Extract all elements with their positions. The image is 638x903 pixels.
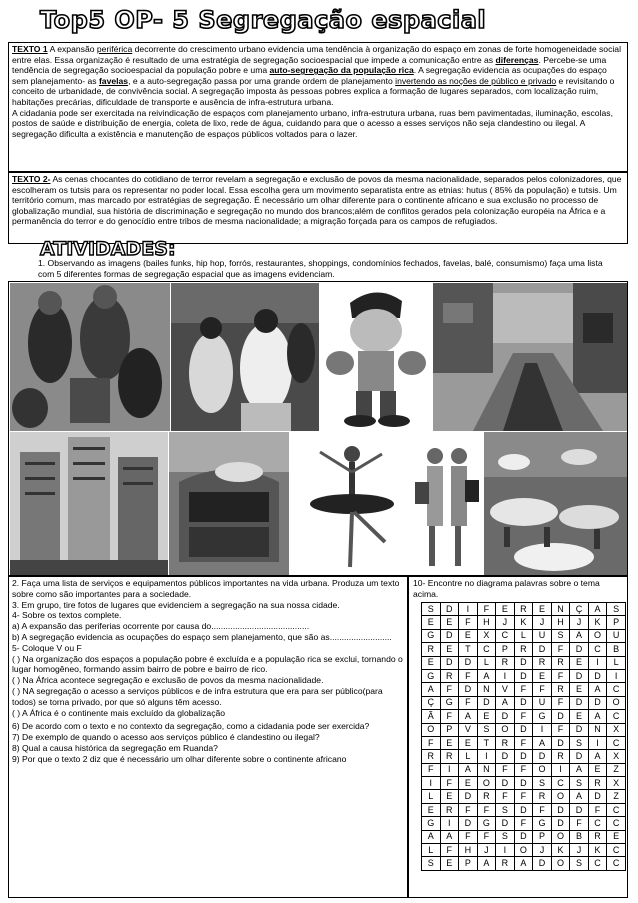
- grid-cell: F: [459, 669, 478, 682]
- question-5: 5- Coloque V ou F: [12, 642, 82, 653]
- shopping-bags-image: [411, 432, 483, 575]
- grid-row: [422, 830, 626, 843]
- grid-cell: P: [459, 857, 478, 870]
- grid-cell: R: [551, 683, 570, 696]
- grid-cell: E: [570, 656, 589, 669]
- grid-cell: E: [496, 603, 515, 616]
- grid-cell: L: [514, 629, 533, 642]
- question-5-item-2: ( ) Na África acontece segregação e exclusão de povos da mesma nacionalidade.: [12, 675, 324, 686]
- grid-cell: F: [514, 710, 533, 723]
- grid-cell: P: [440, 723, 459, 736]
- grid-cell: B: [570, 830, 589, 843]
- grid-cell: D: [551, 710, 570, 723]
- grid-cell: A: [533, 736, 552, 749]
- grid-cell: U: [533, 629, 552, 642]
- grid-cell: E: [477, 710, 496, 723]
- grid-cell: D: [588, 669, 607, 682]
- grid-cell: I: [440, 817, 459, 830]
- grid-cell: D: [514, 750, 533, 763]
- grid-cell: A: [570, 629, 589, 642]
- grid-cell: F: [459, 830, 478, 843]
- grid-cell: A: [570, 763, 589, 776]
- grid-cell: K: [588, 616, 607, 629]
- grid-cell: H: [459, 844, 478, 857]
- grid-row: [422, 777, 626, 790]
- page-title: Top5 OP- 5 Segregação espacial: [40, 6, 487, 34]
- grid-cell: F: [551, 643, 570, 656]
- grid-cell: S: [570, 777, 589, 790]
- grid-cell: D: [570, 803, 589, 816]
- grid-cell: A: [477, 669, 496, 682]
- grid-cell: O: [422, 723, 441, 736]
- grid-cell: G: [422, 669, 441, 682]
- grid-cell: J: [496, 616, 515, 629]
- grid-cell: A: [422, 830, 441, 843]
- grid-cell: Ç: [422, 696, 441, 709]
- grid-cell: X: [607, 750, 626, 763]
- grid-cell: R: [440, 669, 459, 682]
- grid-row: [422, 656, 626, 669]
- grid-row: [422, 763, 626, 776]
- grid-cell: D: [551, 803, 570, 816]
- grid-cell: D: [514, 830, 533, 843]
- grid-cell: E: [459, 629, 478, 642]
- grid-row: [422, 616, 626, 629]
- grid-cell: D: [514, 669, 533, 682]
- atividades-heading: ATIVIDADES:: [40, 238, 176, 260]
- grid-cell: D: [514, 656, 533, 669]
- grid-cell: B: [607, 643, 626, 656]
- grid-cell: P: [607, 616, 626, 629]
- grid-cell: A: [496, 696, 515, 709]
- grid-cell: C: [607, 803, 626, 816]
- grid-cell: I: [496, 844, 515, 857]
- question-3: 3. Em grupo, tire fotos de lugares que evidenciem a segregação na sua nossa cidade.: [12, 599, 340, 610]
- grid-cell: D: [440, 629, 459, 642]
- shopping-mall-image: [169, 432, 289, 575]
- grid-cell: D: [588, 790, 607, 803]
- grid-cell: D: [459, 656, 478, 669]
- grid-cell: F: [533, 683, 552, 696]
- question-4b: b) A segregação evidencia as ocupações do espaço sem planejamento, que são as..........................: [12, 631, 392, 642]
- grid-cell: E: [459, 736, 478, 749]
- grid-cell: D: [533, 643, 552, 656]
- grid-cell: S: [477, 723, 496, 736]
- word-search-grid: [421, 602, 626, 871]
- grid-cell: H: [477, 616, 496, 629]
- grid-cell: K: [514, 616, 533, 629]
- grid-cell: F: [459, 803, 478, 816]
- grid-cell: D: [459, 790, 478, 803]
- question-8: 8) Qual a causa histórica da segregação em Ruanda?: [12, 742, 218, 753]
- grid-cell: D: [514, 777, 533, 790]
- grid-cell: I: [477, 750, 496, 763]
- grid-cell: D: [496, 817, 515, 830]
- grid-cell: D: [551, 736, 570, 749]
- texto-2-label: TEXTO 2-: [12, 174, 51, 184]
- forro-dance-image: [10, 283, 170, 431]
- grid-cell: D: [588, 696, 607, 709]
- grid-cell: J: [570, 616, 589, 629]
- grid-row: [422, 629, 626, 642]
- texto-2: [8, 172, 628, 244]
- grid-cell: V: [459, 723, 478, 736]
- grid-row: [422, 683, 626, 696]
- question-2: 2. Faça uma lista de serviços e equipamentos públicos importantes na vida urbana. Produza um texto sobre como são importantes para a sociedade.: [12, 578, 400, 599]
- texto-1-keyword: favelas: [98, 75, 129, 86]
- grid-cell: S: [533, 777, 552, 790]
- question-6: 6) De acordo com o texto e no contexto da segregação, como a cidadania pode ser exercida?: [12, 721, 370, 732]
- question-4: 4- Sobre os textos complete.: [12, 610, 122, 621]
- grid-row: [422, 790, 626, 803]
- grid-cell: C: [607, 857, 626, 870]
- grid-cell: R: [551, 656, 570, 669]
- grid-cell: K: [551, 844, 570, 857]
- grid-row: [422, 643, 626, 656]
- grid-cell: D: [533, 857, 552, 870]
- grid-cell: G: [440, 696, 459, 709]
- grid-cell: S: [496, 830, 515, 843]
- grid-row: [422, 696, 626, 709]
- grid-cell: C: [607, 683, 626, 696]
- grid-cell: F: [477, 603, 496, 616]
- grid-cell: I: [496, 669, 515, 682]
- grid-cell: F: [551, 723, 570, 736]
- texto-1-part: A cidadania pode ser exercitada na reivindicação de espaços com planejamento urbano, infra-estrutura urbana, ruas bem pavimentadas, iluminação, escolas, postos de saúde e distribuição de energia, coleta de lixo, rede de água, cuidando para que o acesso a esses serviços não seja clandestino ou ilegal. A segregação dificulta a existência e manutenção de espaços públicos voltados para o lazer.: [12, 107, 613, 139]
- grid-cell: R: [533, 790, 552, 803]
- grid-cell: C: [588, 643, 607, 656]
- grid-cell: Z: [607, 790, 626, 803]
- word-search-panel: [408, 576, 628, 898]
- grid-cell: L: [459, 750, 478, 763]
- grid-cell: N: [477, 763, 496, 776]
- grid-cell: C: [607, 817, 626, 830]
- grid-cell: S: [570, 857, 589, 870]
- grid-cell: Z: [607, 763, 626, 776]
- grid-cell: E: [422, 803, 441, 816]
- grid-cell: F: [551, 696, 570, 709]
- grid-cell: F: [496, 763, 515, 776]
- grid-cell: D: [459, 817, 478, 830]
- grid-cell: D: [570, 669, 589, 682]
- grid-cell: E: [570, 710, 589, 723]
- grid-cell: R: [588, 830, 607, 843]
- condominium-image: [10, 432, 168, 575]
- grid-row: [422, 723, 626, 736]
- grid-cell: F: [422, 736, 441, 749]
- grid-cell: D: [496, 777, 515, 790]
- grid-cell: E: [440, 857, 459, 870]
- grid-cell: F: [477, 830, 496, 843]
- texto-1-part: . Percebe-se uma tendência de segregação socioespacial da população pobre e uma: [12, 54, 607, 76]
- grid-cell: S: [422, 857, 441, 870]
- texto-1-keyword: periférica: [96, 44, 133, 54]
- grid-cell: D: [496, 750, 515, 763]
- grid-cell: G: [422, 817, 441, 830]
- texto-1-keyword: diferenças: [495, 54, 539, 65]
- grid-cell: U: [533, 696, 552, 709]
- grid-cell: A: [514, 857, 533, 870]
- grid-cell: F: [514, 683, 533, 696]
- grid-cell: S: [551, 629, 570, 642]
- grid-cell: X: [477, 629, 496, 642]
- grid-cell: F: [588, 803, 607, 816]
- grid-cell: J: [533, 844, 552, 857]
- grid-cell: F: [459, 616, 478, 629]
- grid-cell: I: [533, 723, 552, 736]
- grid-row: [422, 736, 626, 749]
- grid-cell: D: [533, 750, 552, 763]
- grid-cell: L: [477, 656, 496, 669]
- grid-cell: R: [514, 643, 533, 656]
- grid-cell: C: [496, 629, 515, 642]
- grid-cell: F: [533, 803, 552, 816]
- grid-cell: D: [477, 696, 496, 709]
- grid-cell: O: [533, 763, 552, 776]
- hip-hop-cartoon-image: [320, 283, 432, 431]
- question-4a: a) A expansão das periferias ocorrente por causa do.........................................: [12, 621, 310, 632]
- grid-row: [422, 669, 626, 682]
- grid-cell: A: [588, 603, 607, 616]
- grid-cell: G: [533, 817, 552, 830]
- grid-cell: L: [607, 656, 626, 669]
- grid-cell: S: [496, 803, 515, 816]
- question-7: 7) De exemplo de quando o acesso aos serviços público é clandestino ou ilegal?: [12, 732, 320, 743]
- grid-cell: I: [422, 777, 441, 790]
- grid-cell: E: [422, 616, 441, 629]
- grid-cell: A: [588, 710, 607, 723]
- grid-cell: I: [607, 669, 626, 682]
- grid-cell: S: [570, 736, 589, 749]
- texto-1-part: . A segregação evidencia as ocupações do espaço sem planejamento- as: [12, 65, 607, 86]
- grid-cell: F: [477, 803, 496, 816]
- grid-cell: R: [422, 643, 441, 656]
- grid-cell: A: [459, 710, 478, 723]
- grid-cell: F: [459, 696, 478, 709]
- grid-cell: S: [607, 603, 626, 616]
- favela-image: [433, 283, 627, 431]
- grid-cell: X: [607, 777, 626, 790]
- grid-cell: L: [422, 844, 441, 857]
- grid-cell: A: [477, 857, 496, 870]
- grid-cell: O: [551, 790, 570, 803]
- grid-cell: R: [440, 750, 459, 763]
- grid-cell: R: [496, 656, 515, 669]
- grid-cell: C: [588, 857, 607, 870]
- question-1: 1. Observando as imagens (bailes funks, hip hop, forrós, restaurantes, shoppings, condomínios fechados, favelas, balé, consumismo) faça uma lista com 5 diferentes formas de segregação espacial que as imagens evidenciam.: [38, 258, 603, 279]
- grid-cell: I: [440, 763, 459, 776]
- texto-1-part: decorrente do crescimento urbano evidencia uma tendência à organização do espaço em zonas de forte homogeneidade social entre elas. Essa organização é resultado de uma estratégia de segregação socioespacial que impede a comunicação entre as: [12, 44, 621, 65]
- question-5-item-1: ( ) Na organização dos espaços a população pobre é excluída e a população rica se exclui, tornando o lugar homogêneo, formando assim bairro de pobre e bairro de rico.: [12, 653, 403, 675]
- grid-cell: D: [570, 750, 589, 763]
- grid-cell: D: [496, 710, 515, 723]
- grid-cell: E: [459, 777, 478, 790]
- grid-cell: C: [588, 817, 607, 830]
- grid-cell: F: [514, 736, 533, 749]
- grid-cell: I: [588, 736, 607, 749]
- grid-cell: D: [514, 723, 533, 736]
- restaurant-image: [484, 432, 627, 575]
- grid-cell: Ç: [570, 603, 589, 616]
- grid-cell: I: [588, 656, 607, 669]
- grid-cell: E: [440, 736, 459, 749]
- grid-cell: R: [588, 777, 607, 790]
- grid-cell: E: [533, 603, 552, 616]
- texto-1-label: TEXTO 1: [12, 44, 48, 54]
- texto-1-part: , e a auto-segregação passa por uma grande ordem de planejamento: [128, 75, 396, 86]
- grid-cell: D: [551, 817, 570, 830]
- grid-cell: D: [570, 723, 589, 736]
- grid-cell: V: [496, 683, 515, 696]
- funk-party-image: [171, 283, 319, 431]
- grid-cell: R: [514, 603, 533, 616]
- grid-cell: O: [496, 723, 515, 736]
- grid-cell: A: [459, 763, 478, 776]
- question-5-item-4: ( ) A África é o continente mais excluído da globalização: [12, 707, 226, 718]
- grid-cell: F: [570, 817, 589, 830]
- question-10: 10- Encontre no diagrama palavras sobre o tema acima.: [413, 578, 600, 599]
- grid-cell: F: [514, 763, 533, 776]
- grid-cell: O: [551, 857, 570, 870]
- grid-cell: C: [477, 643, 496, 656]
- grid-cell: J: [477, 844, 496, 857]
- grid-cell: C: [607, 844, 626, 857]
- grid-cell: N: [551, 603, 570, 616]
- grid-cell: F: [496, 790, 515, 803]
- grid-cell: P: [533, 830, 552, 843]
- grid-cell: O: [607, 696, 626, 709]
- grid-cell: J: [533, 616, 552, 629]
- texto-1-keyword: invertendo as noções de público e privado: [395, 75, 557, 86]
- grid-cell: E: [440, 790, 459, 803]
- grid-cell: N: [477, 683, 496, 696]
- grid-cell: I: [459, 603, 478, 616]
- grid-cell: A: [588, 750, 607, 763]
- grid-row: [422, 603, 626, 616]
- grid-cell: R: [422, 750, 441, 763]
- texto-1-part: e revisitando o conceito de urbanidade, de convivência social. A segregação imposta às pessoas pobres explica a formação de lugares separados, com localização ruim, habitações precárias, dificuldade de transporte e ausência de infra-estrutura urbana.: [12, 75, 615, 107]
- grid-cell: I: [551, 763, 570, 776]
- grid-cell: C: [607, 736, 626, 749]
- grid-cell: E: [588, 763, 607, 776]
- grid-cell: D: [514, 803, 533, 816]
- grid-cell: H: [551, 616, 570, 629]
- grid-cell: C: [551, 777, 570, 790]
- grid-cell: F: [514, 817, 533, 830]
- grid-cell: E: [440, 643, 459, 656]
- grid-cell: D: [570, 643, 589, 656]
- grid-cell: F: [551, 669, 570, 682]
- grid-row: [422, 844, 626, 857]
- grid-cell: F: [440, 683, 459, 696]
- grid-cell: O: [477, 777, 496, 790]
- grid-cell: G: [477, 817, 496, 830]
- grid-cell: R: [496, 857, 515, 870]
- grid-cell: F: [440, 710, 459, 723]
- grid-cell: A: [422, 683, 441, 696]
- image-collage: [8, 281, 628, 576]
- grid-cell: D: [459, 683, 478, 696]
- grid-cell: U: [607, 629, 626, 642]
- grid-cell: N: [588, 723, 607, 736]
- grid-cell: E: [440, 616, 459, 629]
- grid-cell: G: [422, 629, 441, 642]
- grid-cell: E: [570, 683, 589, 696]
- grid-cell: O: [588, 629, 607, 642]
- grid-cell: E: [422, 656, 441, 669]
- grid-cell: A: [570, 790, 589, 803]
- grid-cell: R: [440, 803, 459, 816]
- texto-1: [8, 42, 628, 172]
- grid-row: [422, 857, 626, 870]
- grid-row: [422, 817, 626, 830]
- grid-cell: R: [551, 750, 570, 763]
- grid-cell: R: [533, 656, 552, 669]
- grid-row: [422, 710, 626, 723]
- grid-cell: O: [551, 830, 570, 843]
- grid-cell: T: [459, 643, 478, 656]
- questions-list: [8, 576, 408, 898]
- texto-2-body: As cenas chocantes do cotidiano de terror revelam a segregação e exclusão de povos da mesma nacionalidade, separados pelos colonizadores, que escolheram os tutsis para os representar no poder local. Essa escolha gera um movimento separatista entre as etnias: hutus ( 85% da população) e tutsis. Um território comum, mas marcado por estratégias de segregação. É necessário um olhar diferente para o continente africano e sua exclusão no processo de globalização mundial, sua história de discriminação e segregação no mundo dos brancos;além de conflitos gerados pela colonização européia na África e a permanência do terror e do genocídio entre tribos de mesma nacionalidade; a migração forçada para os campos de refugiados.: [12, 174, 622, 227]
- ballet-image: [290, 432, 410, 575]
- grid-cell: E: [607, 830, 626, 843]
- grid-cell: F: [514, 790, 533, 803]
- grid-cell: L: [422, 790, 441, 803]
- grid-cell: T: [477, 736, 496, 749]
- grid-cell: D: [440, 603, 459, 616]
- grid-cell: J: [570, 844, 589, 857]
- grid-row: [422, 750, 626, 763]
- grid-cell: G: [533, 710, 552, 723]
- question-5-item-3: ( ) NA segregação o acesso a serviços públicos e de infra estrutura que era para ser público(para todos) se torna privado, por que só alguns têm acesso.: [12, 685, 383, 707]
- texto-1-part: A expansão: [47, 44, 97, 54]
- grid-cell: F: [440, 777, 459, 790]
- grid-cell: D: [440, 656, 459, 669]
- grid-cell: D: [514, 696, 533, 709]
- grid-cell: R: [496, 736, 515, 749]
- grid-cell: Ã: [422, 710, 441, 723]
- grid-row: [422, 803, 626, 816]
- grid-cell: S: [422, 603, 441, 616]
- grid-cell: O: [514, 844, 533, 857]
- grid-cell: K: [588, 844, 607, 857]
- grid-cell: D: [570, 696, 589, 709]
- grid-cell: A: [440, 830, 459, 843]
- grid-cell: E: [533, 669, 552, 682]
- texto-1-keyword: auto-segregação da população rica: [269, 65, 414, 76]
- grid-cell: A: [588, 683, 607, 696]
- question-9: 9) Por que o texto 2 diz que é necessário um olhar diferente sobre o continente africano: [12, 753, 347, 764]
- grid-cell: R: [477, 790, 496, 803]
- grid-cell: P: [496, 643, 515, 656]
- grid-cell: X: [607, 723, 626, 736]
- grid-cell: F: [422, 763, 441, 776]
- grid-cell: C: [607, 710, 626, 723]
- grid-cell: F: [440, 844, 459, 857]
